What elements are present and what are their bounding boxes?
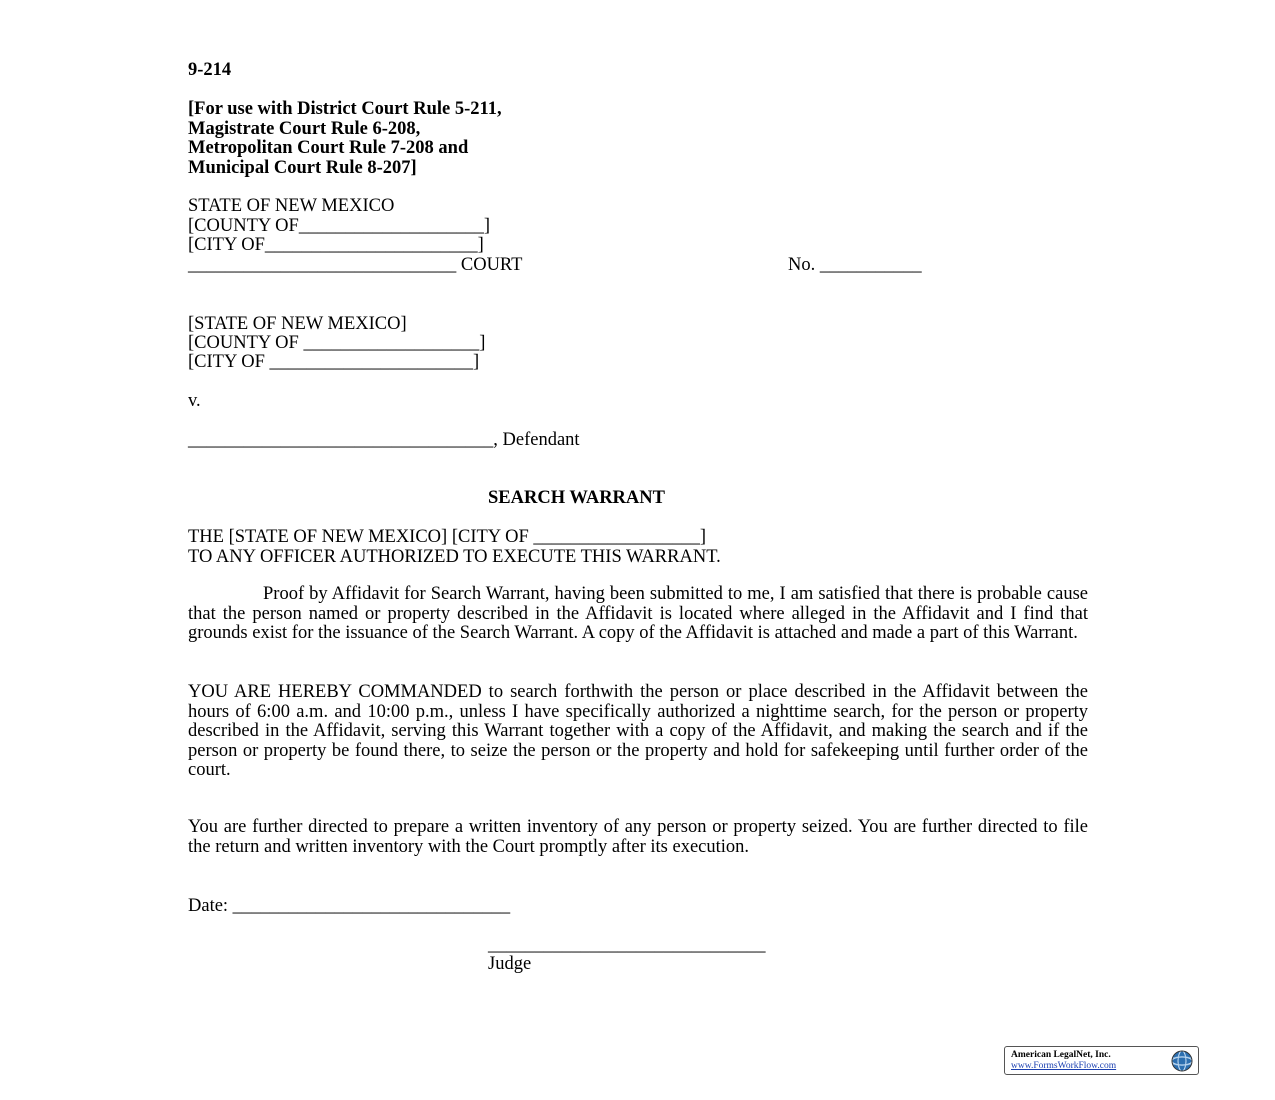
- caption-state: STATE OF NEW MEXICO: [188, 196, 395, 216]
- plaintiff-county: [COUNTY OF ___________________]: [188, 333, 486, 353]
- defendant-line: _________________________________, Defendant: [188, 430, 580, 450]
- paragraph-command: YOU ARE HEREBY COMMANDED to search forthwith the person or place described in the Affidavit between the hours of 6:00 a.m. and 10:00 p.m., unless I have specifically authorized a nighttime search, for the person or property described in the Affidavit, serving this Warrant together with a copy of the Affidavit, and making the search and if the person or property be found there, to seize the person or the property and hold for safekeeping until further order of the court.: [188, 682, 1088, 780]
- rule-note-line-3: Metropolitan Court Rule 7-208 and: [188, 138, 469, 158]
- rule-note-line-2: Magistrate Court Rule 6-208,: [188, 119, 421, 139]
- signature-label: Judge: [488, 954, 532, 974]
- caption-court: _____________________________ COURT: [188, 255, 523, 275]
- address-line-2: TO ANY OFFICER AUTHORIZED TO EXECUTE THIS WARRANT.: [188, 547, 721, 567]
- caption-county: [COUNTY OF____________________]: [188, 216, 490, 236]
- badge-company: American LegalNet, Inc.: [1011, 1050, 1111, 1060]
- caption-city: [CITY OF_______________________]: [188, 235, 484, 255]
- form-number: 9-214: [188, 60, 232, 80]
- legalnet-badge[interactable]: [1004, 1046, 1199, 1075]
- rule-note-line-4: Municipal Court Rule 8-207]: [188, 158, 417, 178]
- address-line-1: THE [STATE OF NEW MEXICO] [CITY OF __________________]: [188, 527, 707, 547]
- document-title: SEARCH WARRANT: [488, 488, 665, 508]
- badge-url[interactable]: www.FormsWorkFlow.com: [1011, 1061, 1117, 1071]
- plaintiff-city: [CITY OF ______________________]: [188, 352, 480, 372]
- rule-note-line-1: [For use with District Court Rule 5-211,: [188, 99, 502, 119]
- versus: v.: [188, 391, 201, 411]
- signature-line: ______________________________: [488, 935, 766, 955]
- paragraph-inventory: You are further directed to prepare a written inventory of any person or property seized. You are further directed to file the return and written inventory with the Court promptly after its execution.: [188, 817, 1088, 857]
- paragraph-affidavit: Proof by Affidavit for Search Warrant, having been submitted to me, I am satisfied that there is probable cause that the person named or property described in the Affidavit is located where alleged in the Affidavit and I find that grounds exist for the issuance of the Search Warrant. A copy of the Affidavit is attached and made a part of this Warrant.: [188, 584, 1088, 643]
- date-line: Date: ______________________________: [188, 896, 511, 916]
- globe-icon: [1170, 1049, 1194, 1073]
- plaintiff-state: [STATE OF NEW MEXICO]: [188, 314, 407, 334]
- case-number: No. ___________: [788, 255, 922, 275]
- document-page: [188, 0, 1088, 1100]
